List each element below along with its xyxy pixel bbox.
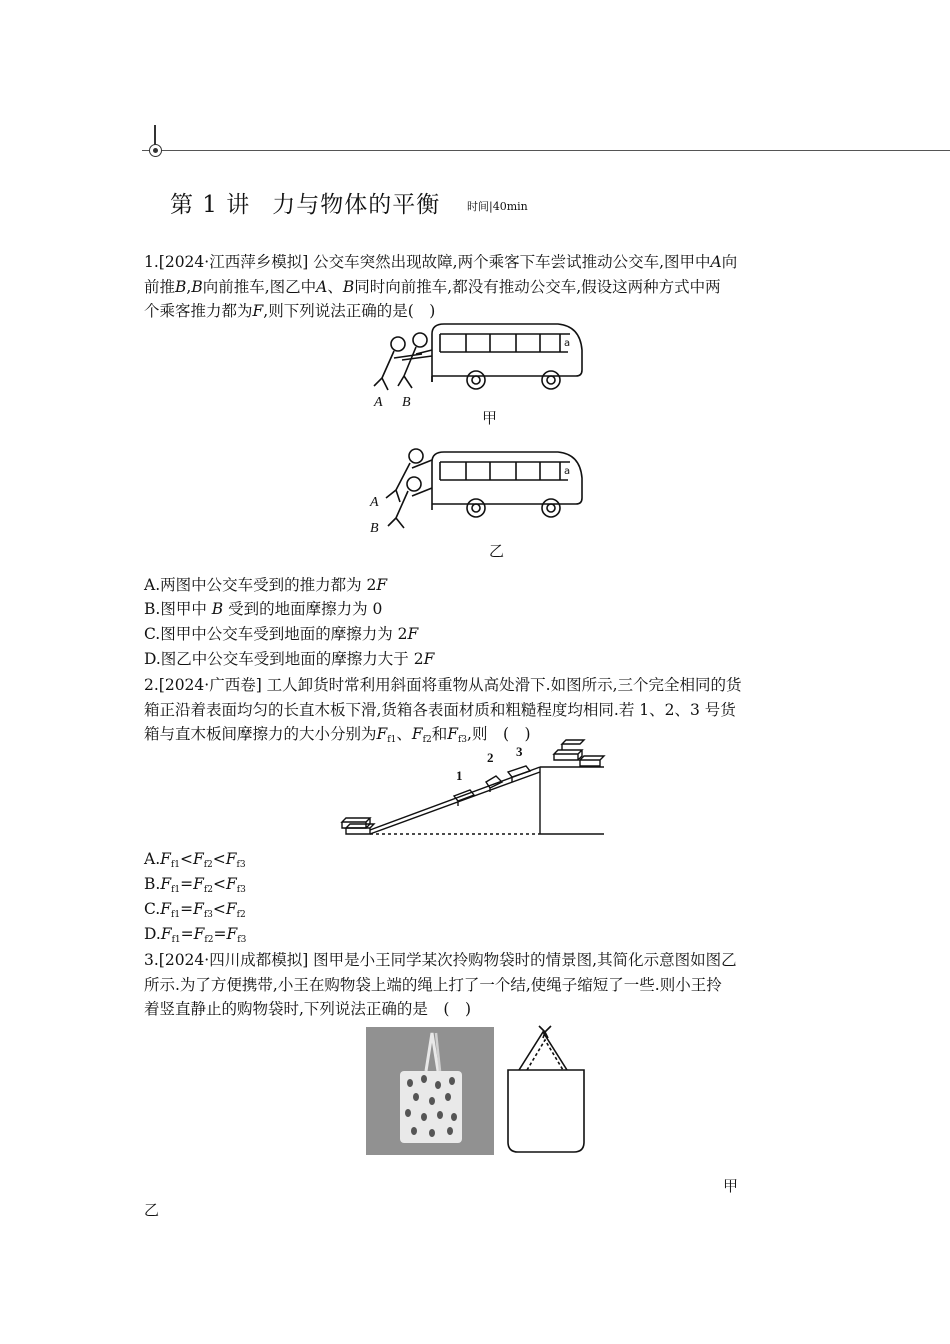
fig-caption-q3-jia: 甲: [723, 1177, 739, 1195]
q2-option-b[interactable]: $B.F_{f1}=F_{f2}<F_{f3}$: [144, 875, 246, 895]
q3-stem: 3.[2024·四川成都模拟] 图甲是小王同学某次拎购物袋时的情景图,其简化示意图如图乙 所示.为了方便携带,小王在购物袋上端的绳上打了一个结,使绳子缩短了一些.则小王拎 着竖直静止的购物袋时,下列说法正确的是 ( ): [144, 951, 737, 1018]
q1-option-c[interactable]: C.图甲中公交车受到地面的摩擦力为 2F: [144, 625, 419, 643]
header-dot-icon: [149, 144, 162, 157]
q1-option-b[interactable]: B.图甲中 B 受到的地面摩擦力为 0: [144, 600, 383, 618]
shopping-bag-photo: [366, 1027, 494, 1155]
bus-figure-jia: [360, 320, 590, 410]
incline-figure: [340, 742, 610, 837]
q1-option-d[interactable]: D.图乙中公交车受到地面的摩擦力大于 2F: [144, 650, 435, 668]
svg-text:A: A: [370, 495, 379, 510]
fig-caption-jia: 甲: [482, 409, 498, 427]
box-label-3: 3: [516, 744, 523, 759]
q2-option-c[interactable]: $C.F_{f1}=F_{f3}<F_{f2}$: [144, 900, 246, 920]
svg-text:a: a: [564, 338, 571, 349]
fig-caption-yi: 乙: [489, 542, 505, 560]
q2-option-a[interactable]: $A.F_{f1}<F_{f2}<F_{f3}$: [144, 850, 246, 870]
time-limit: 时间|40min: [467, 200, 528, 213]
q1-option-a[interactable]: A.两图中公交车受到的推力都为 2F: [144, 576, 388, 594]
q2-option-d[interactable]: $D.F_{f1}=F_{f2}=F_{f3}$: [144, 925, 247, 945]
box-label-2: 2: [487, 750, 494, 765]
q1-stem: 1.[2024·江西萍乡模拟] 公交车突然出现故障,两个乘客下车尝试推动公交车,图甲中A向 前推B,B向前推车,图乙中A、B同时向前推车,都没有推动公交车,假设这两种方式中两 个乘客推力都为F,则下列说法正确的是( ): [144, 253, 738, 320]
fig-label-b: B: [402, 395, 411, 410]
shopping-bag-schematic: [505, 1018, 587, 1156]
bus-figure-yi: [360, 448, 590, 538]
fig-label-a: A: [374, 395, 383, 410]
box-label-1: 1: [456, 768, 463, 783]
q2-stem: 2.[2024·广西卷] 工人卸货时常利用斜面将重物从高处滑下.如图所示,三个完全相同的货 箱正沿着表面均匀的长直木板下滑,货箱各表面材质和粗糙程度均相同.若 1、2、3 号货 箱与直木板间摩擦力的大小分别为$F_{f1}$、$F_{f2}$和$F_{f3}$,则 ( ): [144, 676, 742, 745]
svg-text:B: B: [370, 521, 379, 536]
header-rule: [142, 150, 950, 151]
svg-text:a: a: [564, 466, 571, 477]
page-title: 第 1 讲 力与物体的平衡: [170, 192, 441, 218]
fig-caption-q3-yi: 乙: [144, 1201, 160, 1219]
